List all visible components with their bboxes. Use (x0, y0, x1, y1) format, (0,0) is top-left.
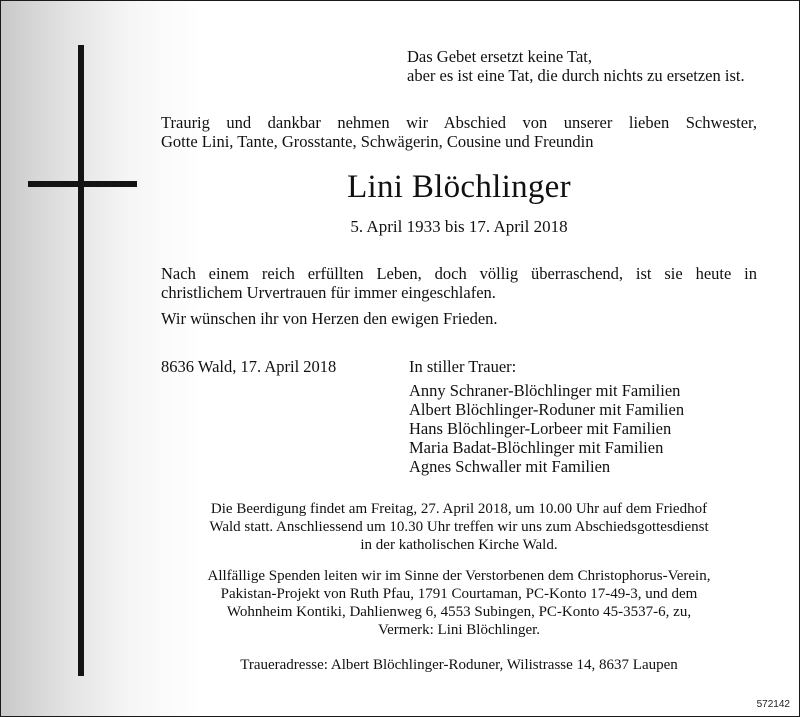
quote-line-1: Das Gebet ersetzt keine Tat, (407, 47, 593, 66)
intro-line-2: Gotte Lini, Tante, Grosstante, Schwägerin, Cousine und Freundin (161, 132, 594, 151)
mourner-name: Hans Blöchlinger-Lorbeer mit Familien (409, 419, 672, 438)
funeral-line-3: in der katholischen Kirche Wald. (360, 537, 558, 553)
donations-line-3: Wohnheim Kontiki, Dahlienweg 6, 4553 Subingen, PC-Konto 45-3537-6, zu, (226, 604, 692, 620)
life-dates: 5. April 1933 bis 17. April 2018 (350, 217, 568, 236)
funeral-line-1: Die Beerdigung findet am Freitag, 27. April 2018, um 10.00 Uhr auf dem Friedhof (210, 501, 708, 517)
funeral-address: Traueradresse: Albert Blöchlinger-Roduner, Wilistrasse 14, 8637 Laupen (240, 657, 678, 673)
donations-line-4: Vermerk: Lini Blöchlinger. (377, 622, 541, 638)
donations-line-1: Allfällige Spenden leiten wir im Sinne der Verstorbenen dem Christophorus-Verein, (207, 568, 711, 584)
quote-line-2: aber es ist eine Tat, die durch nichts zu ersetzen ist. (407, 66, 745, 85)
deceased-name: Lini Blöchlinger (347, 169, 571, 205)
message-line-1 (161, 264, 757, 284)
message-line-3: Wir wünschen ihr von Herzen den ewigen Frieden. (161, 309, 498, 328)
message-line-2: christlichem Urvertrauen für immer eingeschlafen. (161, 283, 496, 302)
funeral-line-2: Wald statt. Anschliessend um 10.30 Uhr treffen wir uns zum Abschiedsgottesdienst (209, 519, 709, 535)
mourner-name: Albert Blöchlinger-Roduner mit Familien (409, 400, 685, 419)
intro-line-1-text: Traurig und dankbar nehmen wir Abschied von unserer lieben Schwester, (161, 113, 757, 132)
intro-line-1 (161, 113, 757, 133)
place-date: 8636 Wald, 17. April 2018 (161, 357, 337, 376)
mourner-name: Anny Schraner-Blöchlinger mit Familien (409, 381, 681, 400)
mourner-name: Agnes Schwaller mit Familien (409, 457, 611, 476)
cross-vertical-bar (78, 45, 84, 676)
cross-horizontal-bar (28, 181, 137, 187)
reference-number: 572142 (756, 699, 790, 710)
donations-line-2: Pakistan-Projekt von Ruth Pfau, 1791 Courtaman, PC-Konto 17-49-3, und dem (220, 586, 698, 602)
mourner-name: Maria Badat-Blöchlinger mit Familien (409, 438, 664, 457)
message-line-1-text: Nach einem reich erfüllten Leben, doch völlig überraschend, ist sie heute in (161, 264, 757, 283)
mourners-heading: In stiller Trauer: (409, 357, 517, 376)
